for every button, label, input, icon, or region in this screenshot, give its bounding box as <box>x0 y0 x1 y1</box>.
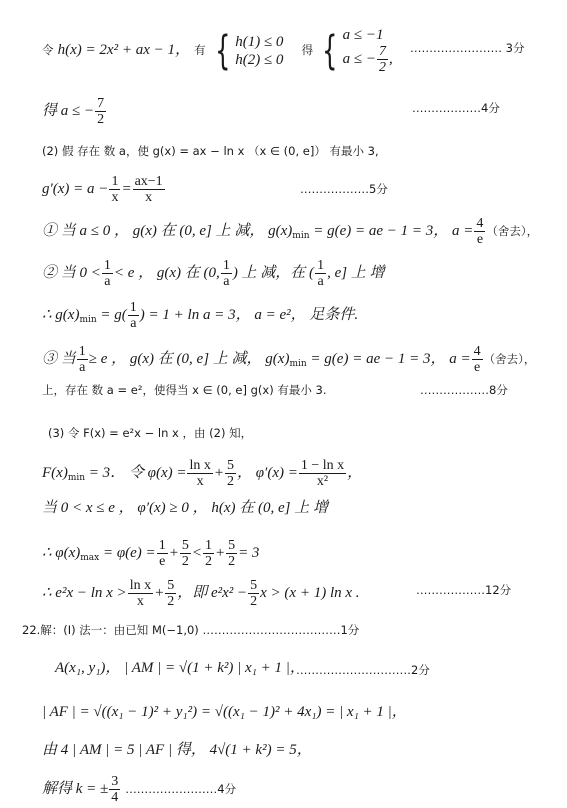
fraction <box>299 458 346 489</box>
line-4 <box>42 174 166 205</box>
case-2-text: ② 当 0 < <box>42 265 101 281</box>
score-3: …………………… 3分 <box>410 41 525 55</box>
fraction <box>157 538 168 569</box>
fraction <box>102 258 113 289</box>
score-2: …………………………2分 <box>296 663 430 677</box>
denominator: e <box>473 360 481 375</box>
fraction <box>109 174 120 205</box>
left-brace-icon: { <box>322 27 338 74</box>
denominator: 4 <box>111 790 119 805</box>
numerator: 5 <box>167 578 175 593</box>
conclusion-2: ∴ g(x) <box>42 307 80 323</box>
subscript: max <box>80 553 100 563</box>
score-8: ………………8分 <box>420 383 508 397</box>
comma: , <box>389 50 393 67</box>
fraction <box>165 578 176 609</box>
comma: ， <box>347 465 363 481</box>
score-5: ………………5分 <box>300 182 388 196</box>
system-conditions <box>235 33 283 69</box>
fraction <box>248 578 259 609</box>
equals: = <box>121 181 132 197</box>
conclusion-2-end: ) = 1 + ln a = 3， a = e²， 足条件. <box>139 307 359 323</box>
line-1 <box>42 26 393 75</box>
line-5 <box>42 216 538 247</box>
line-16: A(x₁, y₁)， | AM | = √(1 + k²) | x₁ + 1 |， <box>55 660 305 676</box>
fraction <box>472 344 483 375</box>
fraction <box>203 538 214 569</box>
fraction <box>77 344 88 375</box>
formula-derivative: g′(x) = a − <box>42 181 109 197</box>
conclusion-2-eq: = g( <box>96 307 127 323</box>
plus: + <box>213 465 224 481</box>
denominator: e <box>476 232 484 247</box>
fraction <box>315 258 326 289</box>
less-than: < <box>191 545 202 561</box>
line-3: (2) 假 存在 数 a，使 g(x) = ax − ln x （x ∈ (0, e]） 有最小 3, <box>42 144 379 158</box>
case-1-text: ① 当 a ≤ 0 ， g(x) 在 (0, e] 上 减， g(x) <box>42 223 293 239</box>
case-3-note: （舍去）， <box>483 352 536 366</box>
fraction <box>133 174 165 205</box>
numerator: 1 <box>204 538 212 553</box>
text-ling: 令 <box>42 43 54 57</box>
denominator: a <box>130 316 137 331</box>
numerator: 1 <box>222 258 230 273</box>
numerator: 1 <box>158 538 166 553</box>
numerator: 1 <box>317 258 325 273</box>
numerator: 1 <box>103 258 111 273</box>
fraction <box>95 96 106 127</box>
denominator: a <box>223 274 230 289</box>
numerator: 4 <box>476 216 484 231</box>
fraction <box>225 458 236 489</box>
fraction <box>128 578 153 609</box>
numerator: 1 − ln x <box>300 458 345 473</box>
fraction <box>109 774 120 805</box>
line-8 <box>42 344 535 375</box>
fraction <box>187 458 212 489</box>
denominator: x <box>136 594 144 609</box>
case-2-mid2: ) 上 减，在 ( <box>232 265 315 281</box>
numerator: 5 <box>228 538 236 553</box>
numerator: 1 <box>111 174 119 189</box>
plus: + <box>154 585 165 601</box>
ineq-mid: ，即 e²x² − <box>177 585 248 601</box>
ineq-start: ∴ e²x − ln x > <box>42 585 127 601</box>
case-3-text: ③ 当 <box>42 351 76 367</box>
denominator: 2 <box>379 60 387 75</box>
phi-prime: ， φ′(x) = <box>237 465 298 481</box>
score-4b: ……………………4分 <box>125 782 237 796</box>
fraction <box>180 538 191 569</box>
denominator: 2 <box>227 474 234 489</box>
denominator: a <box>104 274 111 289</box>
phi-e: = φ(e) = <box>99 545 156 561</box>
left-brace-icon: { <box>214 27 231 74</box>
numerator: ln x <box>189 458 211 473</box>
fraction <box>128 300 139 331</box>
line-6 <box>42 258 385 289</box>
denominator: 2 <box>181 554 189 569</box>
numerator: 5 <box>181 538 189 553</box>
fraction <box>377 44 388 75</box>
text-de: 得 <box>301 43 314 57</box>
score-4: ………………4分 <box>412 101 500 115</box>
line-17: | AF | = √((x₁ − 1)² + y₁²) = √((x₁ − 1)² + 4x₁) = | x₁ + 1 |， <box>42 704 407 720</box>
case-1-eq: = g(e) = ae − 1 = 3， a = <box>309 223 474 239</box>
numerator: 1 <box>129 300 137 315</box>
line-14 <box>42 578 360 609</box>
fraction <box>221 258 232 289</box>
subscript: min <box>79 315 97 325</box>
score-12: ………………12分 <box>416 583 512 597</box>
line-15: 22.解：(Ⅰ) 法一：由已知 M(−1,0) ………………………………1分 <box>22 623 360 637</box>
solve-k: 解得 k = ± <box>42 781 109 797</box>
denominator: 2 <box>228 554 236 569</box>
line-18: 由 4 | AM | = 5 | AF | 得， 4√(1 + k²) = 5， <box>42 742 312 758</box>
line-2 <box>42 96 107 127</box>
text-you: 有 <box>194 43 206 57</box>
system-results <box>343 26 393 75</box>
numerator: ln x <box>129 578 152 593</box>
formula-h: h(x) = 2x² + ax − 1， <box>57 42 190 58</box>
line-11 <box>42 458 362 489</box>
F-min: F(x) <box>42 465 68 481</box>
result-1: a ≤ −1 <box>342 27 384 43</box>
numerator: 1 <box>78 344 86 359</box>
line-19 <box>42 774 236 805</box>
line-13 <box>42 538 259 569</box>
numerator: ax−1 <box>134 174 163 189</box>
result-2: a ≤ − <box>342 50 377 67</box>
denominator: x <box>111 190 119 205</box>
denominator: x <box>145 190 153 205</box>
numerator: 3 <box>111 774 119 789</box>
denominator: a <box>317 274 324 289</box>
numerator: 4 <box>473 344 481 359</box>
subscript: min <box>292 231 310 241</box>
fraction <box>226 538 237 569</box>
ineq-end: x > (x + 1) ln x . <box>260 585 360 601</box>
numerator: 7 <box>379 44 387 59</box>
case-1-note: （舍去）， <box>486 224 539 238</box>
case-2-end: , e] 上 增 <box>327 265 385 281</box>
condition-2: h(2) ≤ 0 <box>235 51 284 68</box>
case-3-mid: ≥ e ， g(x) 在 (0, e] 上 减， g(x) <box>88 351 290 367</box>
numerator: 5 <box>227 458 234 473</box>
denominator: x <box>196 474 204 489</box>
plus: + <box>168 545 179 561</box>
formula-result: 得 a ≤ − <box>42 103 95 119</box>
line-10: (3) 令 F(x) = e²x − ln x ，由 (2) 知， <box>48 426 253 440</box>
denominator: a <box>79 360 86 375</box>
phi-def: = 3． 令 φ(x) = <box>85 465 187 481</box>
numerator: 7 <box>97 96 105 111</box>
numerator: 5 <box>250 578 258 593</box>
denominator: 2 <box>167 594 175 609</box>
line-12: 当 0 < x ≤ e ， φ′(x) ≥ 0 ， h(x) 在 (0, e] 上 增 <box>42 500 329 516</box>
case-3-eq: = g(e) = ae − 1 = 3， a = <box>306 351 471 367</box>
case-2-mid: < e ， g(x) 在 (0, <box>113 265 220 281</box>
denominator: 2 <box>204 554 212 569</box>
plus: + <box>214 545 226 561</box>
denominator: x² <box>316 474 329 489</box>
line-9: 上，存在 数 a = e²，使得当 x ∈ (0, e] g(x) 有最小 3. <box>42 383 327 397</box>
phi-max: ∴ φ(x) <box>42 545 81 561</box>
denominator: 2 <box>97 112 105 127</box>
equals-3: = 3 <box>238 545 260 561</box>
subscript: min <box>289 359 307 369</box>
line-7 <box>42 300 358 331</box>
denominator: e <box>159 554 166 569</box>
denominator: 2 <box>250 594 258 609</box>
subscript: min <box>67 473 86 483</box>
fraction <box>474 216 485 247</box>
condition-1: h(1) ≤ 0 <box>235 33 284 50</box>
